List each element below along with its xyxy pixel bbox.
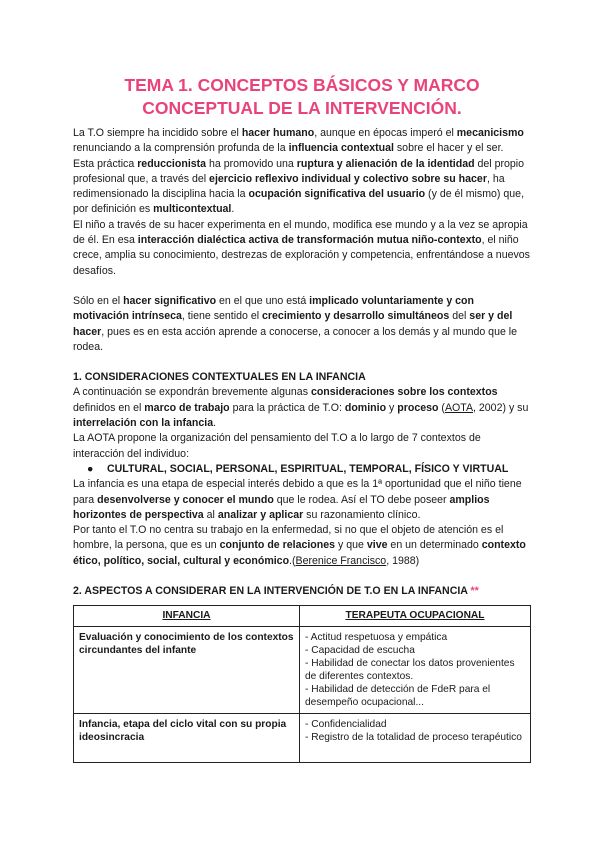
table-cell-right: - Actitud respetuosa y empática - Capacidad de escucha - Habilidad de conectar los datos provenientes de diferentes contextos. - Habilidad de detección de FdeR para el desempeño ocupacional... [300, 627, 531, 714]
section-1-heading: 1. CONSIDERACIONES CONTEXTUALES EN LA INFANCIA [73, 371, 366, 384]
title-line-2: CONCEPTUAL DE LA INTERVENCIÓN. [142, 98, 462, 118]
title-line-1: TEMA 1. CONCEPTOS BÁSICOS Y MARCO [124, 75, 480, 95]
section-1-paragraph-3: La infancia es una etapa de especial interés debido a que es la 1ª oportunidad que el niño tiene para desenvolverse y conocer el mundo que le rodea. Así el TO debe poseer amplios horizontes de perspectiva al analizar y aplicar su razonamiento clínico. [73, 478, 522, 521]
intro-paragraph-3: El niño a través de su hacer experimenta en el mundo, modifica ese mundo y a la vez se apropia de él. En esa interacción dialéctica activa de transformación mutua niño-contexto, el niño crece, amplia su conocimiento, destrezas de exploración y competencia, enfrentándose a nuevos desafíos. [73, 218, 530, 277]
context-list-item [73, 462, 531, 477]
table-row [74, 714, 531, 763]
table-cell-left: Evaluación y conocimiento de los contextos circundantes del infante [74, 627, 300, 714]
section-2-heading: 2. ASPECTOS A CONSIDERAR EN LA INTERVENCIÓN DE T.O EN LA INFANCIA ** [73, 585, 479, 598]
bullet-icon: ● [87, 462, 94, 475]
intro-paragraph-1: La T.O siempre ha incidido sobre el hacer humano, aunque en épocas imperó el mecanicismo renunciando a la comprensión profunda de la influencia contextual sobre el hacer y el ser. [73, 127, 524, 155]
section-1-paragraph-4: Por tanto el T.O no centra su trabajo en la enfermedad, si no que el objeto de atención es el hombre, la persona, que es un conjunto de relaciones y que vive en un determinado contexto ético, político, social, cultural y económico.(Berenice Francisco, 1988) [73, 524, 526, 567]
intro-paragraph-4: Sólo en el hacer significativo en el que uno está implicado voluntariamente y con motivación intrínseca, tiene sentido el crecimiento y desarrollo simultáneos del ser y del hacer, pues es en esta acción aprende a conocerse, a conocer a los demás y al mundo que le rodea. [73, 294, 518, 353]
page-title [73, 74, 531, 120]
context-list-text: CULTURAL, SOCIAL, PERSONAL, ESPIRITUAL, TEMPORAL, FÍSICO Y VIRTUAL [107, 462, 509, 475]
section-1-paragraph-2: La AOTA propone la organización del pensamiento del T.O a lo largo de 7 contextos de interacción del individuo: [73, 432, 481, 460]
table-cell-left: Infancia, etapa del ciclo vital con su propia ideosincracia [74, 714, 300, 763]
table-header-infancia: INFANCIA [74, 606, 300, 627]
table-header-terapeuta: TERAPEUTA OCUPACIONAL [300, 606, 531, 627]
table-cell-right: - Confidencialidad - Registro de la totalidad de proceso terapéutico [300, 714, 531, 763]
intro-paragraph-2: Esta práctica reduccionista ha promovido una ruptura y alienación de la identidad del propio profesional que, a través del ejercicio reflexivo individual y colectivo sobre su hacer, ha redimensionado la disciplina hacia la ocupación significativa del usuario (y de él mismo) que, por definición es multicontextual. [73, 157, 525, 216]
section-1-paragraph-1: A continuación se expondrán brevemente algunas consideraciones sobre los contextos definidos en el marco de trabajo para la práctica de T.O: dominio y proceso (AOTA, 2002) y su interrelación con la infancia. [73, 386, 529, 430]
intervention-table [73, 605, 531, 763]
importance-marker: ** [470, 585, 479, 598]
document-page [73, 74, 531, 763]
table-row [74, 627, 531, 714]
